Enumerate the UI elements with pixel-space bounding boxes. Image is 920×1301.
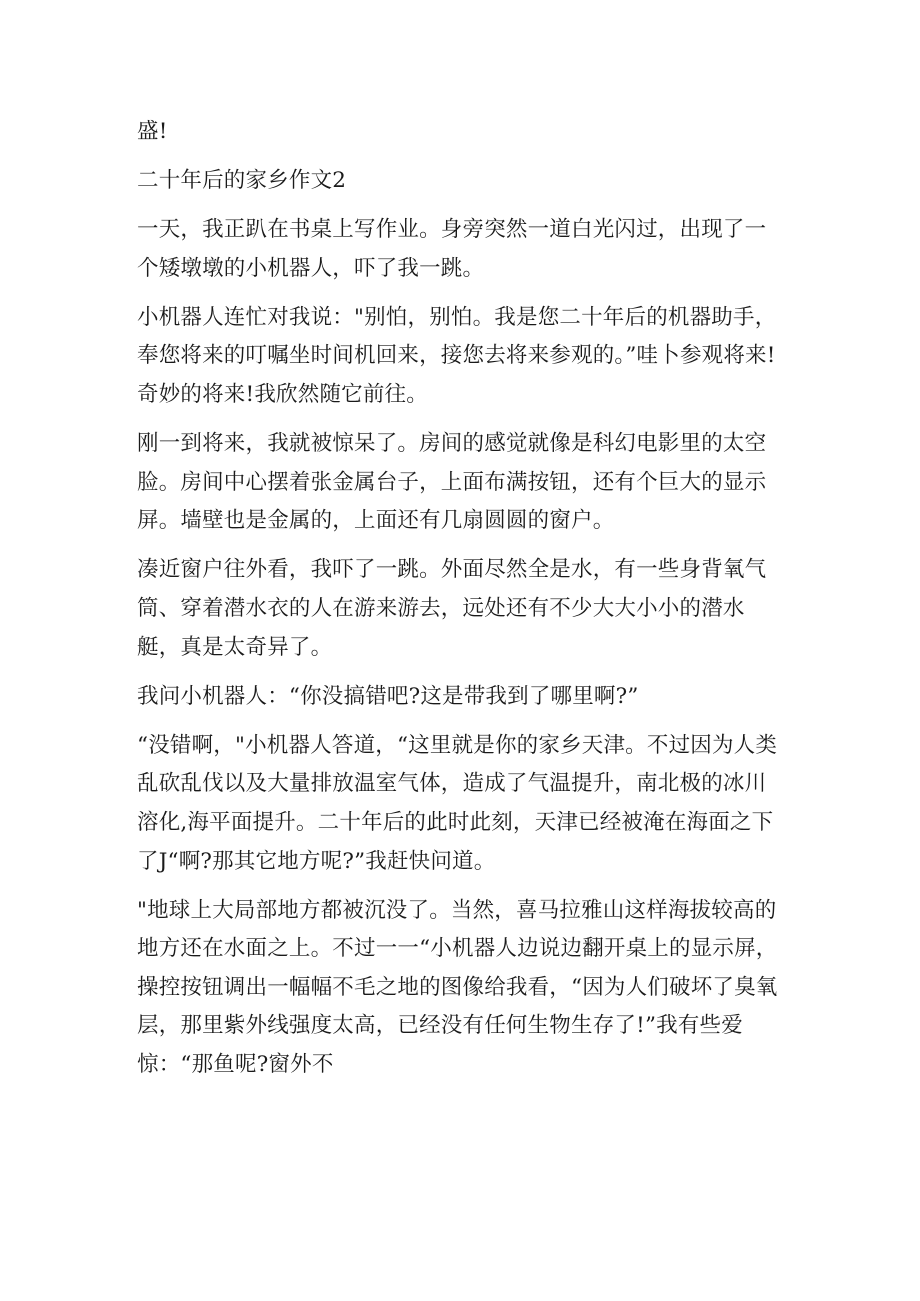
paragraph-7: "地球上大局部地方都被沉没了。当然，喜马拉雅山这样海拔较高的地方还在水面之上。不过一一“小机器人边说边翻开桌上的显示屏，操控按钮调出一幅幅不毛之地的图像给我看，“因为人们破坏了臭氧层，那里紫外线强度太高，已经没有任何生物生存了!”我有些爱惊：“那鱼呢?窗外不 [137, 897, 778, 1078]
paragraph-5: 我问小机器人：“你没搞错吧?这是带我到了哪里啊?” [137, 683, 639, 709]
paragraph-4: 凑近窗户往外看，我吓了一跳。外面尽然全是水，有一些身背氧气筒、穿着潜水衣的人在游来游去，远处还有不少大大小小的潜水艇，真是太奇异了。 [137, 557, 767, 660]
paragraph-2: 小机器人连忙对我说："别怕，别怕。我是您二十年后的机器助手，奉您将来的叮嘱坐时间机回来，接您去将来参观的。”哇卜参观将来!奇妙的将来!我欣然随它前往。 [137, 304, 777, 408]
paragraph-continuation: 盛! [137, 119, 168, 144]
paragraph-1: 一天，我正趴在书桌上写作业。身旁突然一道白光闪过，出现了一个矮墩墩的小机器人，吓了我一跳。 [137, 217, 767, 281]
essay-title: 二十年后的家乡作文2 [137, 168, 347, 194]
paragraph-3: 刚一到将来，我就被惊呆了。房间的感觉就像是科幻电影里的太空脸。房间中心摆着张金属台子，上面布满按钮，还有个巨大的显示屏。墙壁也是金属的，上面还有几扇圆圆的窗户。 [137, 431, 767, 534]
paragraph-6: “没错啊，"小机器人答道，“这里就是你的家乡天津。不过因为人类乱砍乱伐以及大量排放温室气体，造成了气温提升，南北极的冰川溶化,海平面提升。二十年后的此时此刻，天津已经被淹在海面之下了J“啊?那其它地方呢?”我赶快问道。 [137, 732, 778, 874]
document-body [137, 113, 787, 1095]
